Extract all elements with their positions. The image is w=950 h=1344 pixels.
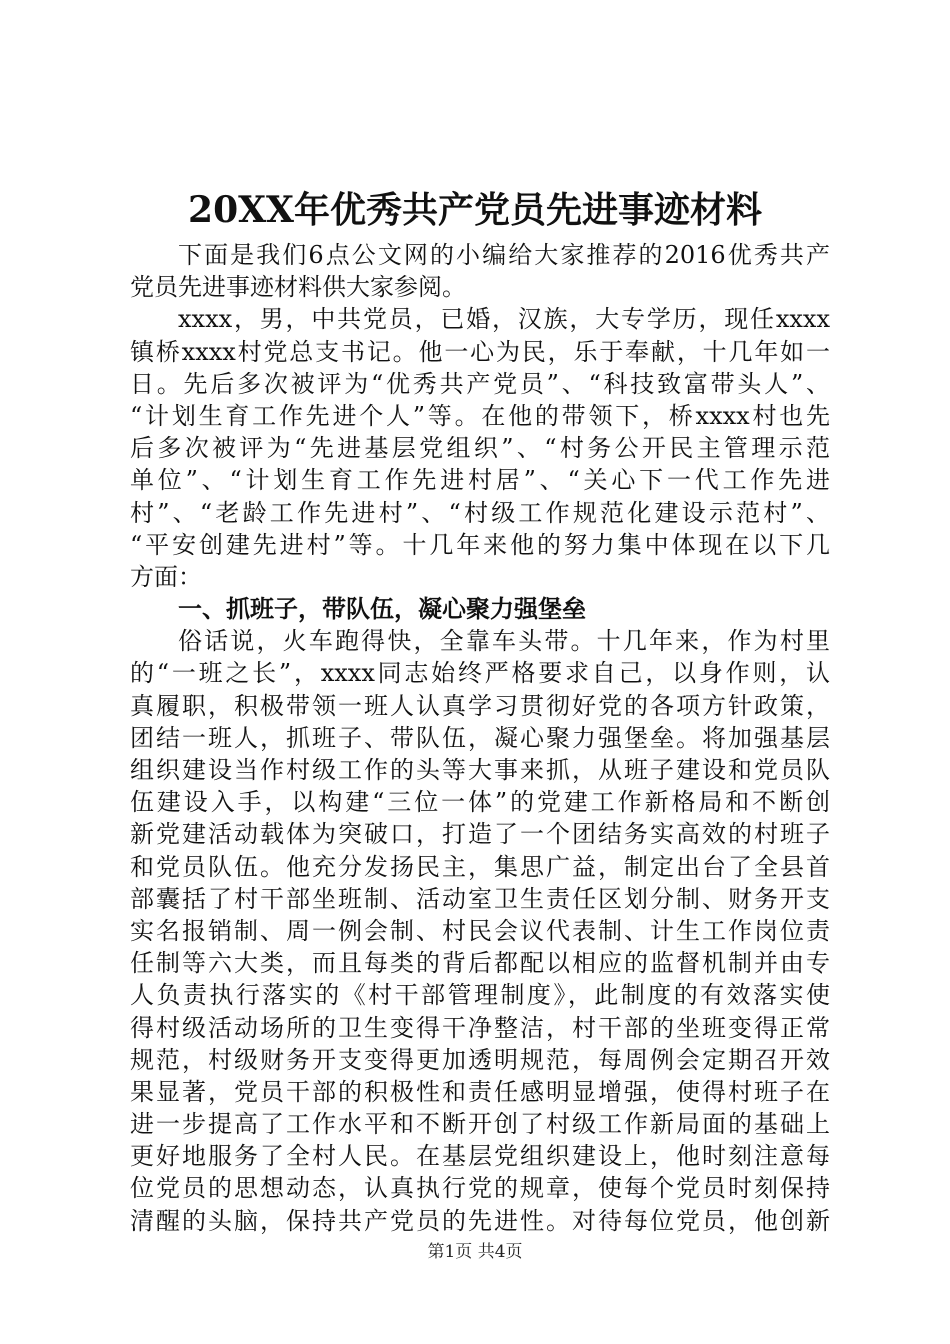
body-line: 得村级活动场所的卫生变得干净整洁，村干部的坐班变得正常	[130, 1013, 830, 1042]
body-line: 组织建设当作村级工作的头等大事来抓，从班子建设和党员队	[130, 756, 830, 784]
body-line: 任制等六大类，而且每类的背后都配以相应的监督机制并由专	[130, 949, 830, 978]
body-line: 方面：	[130, 562, 202, 591]
body-line: 位党员的思想动态，认真执行党的规章，使每个党员时刻保持	[130, 1174, 830, 1203]
body-line: 日。先后多次被评为“优秀共产党员”、“科技致富带头人”、	[130, 369, 830, 398]
body-line: 下面是我们6点公文网的小编给大家推荐的2016优秀共产	[178, 241, 830, 269]
body-line: 镇桥xxxx村党总支书记。他一心为民，乐于奉献，十几年如一	[130, 337, 830, 366]
body-line: 真履职，积极带领一班人认真学习贯彻好党的各项方针政策，	[130, 691, 830, 720]
body-line: “计划生育工作先进个人”等。在他的带领下，桥xxxx村也先	[130, 401, 830, 430]
document-title: 20XX年优秀共产党员先进事迹材料	[188, 189, 762, 231]
body-line: 团结一班人，抓班子、带队伍，凝心聚力强堡垒。将加强基层	[130, 723, 830, 752]
body-line: 人负责执行落实的《村干部管理制度》，此制度的有效落实使	[130, 981, 830, 1010]
body-line: 和党员队伍。他充分发扬民主，集思广益，制定出台了全县首	[130, 852, 830, 881]
body-line: “平安创建先进村”等。十几年来他的努力集中体现在以下几	[130, 530, 830, 559]
body-line: 部囊括了村干部坐班制、活动室卫生责任区划分制、财务开支	[130, 884, 830, 913]
body-line: 果显著，党员干部的积极性和责任感明显增强，使得村班子在	[130, 1077, 830, 1106]
body-line: 更好地服务了全村人民。在基层党组织建设上，他时刻注意每	[130, 1142, 830, 1171]
document-body	[130, 239, 830, 1237]
section-heading: 一、抓班子，带队伍，凝心聚力强堡垒	[178, 594, 586, 624]
body-line: 进一步提高了工作水平和不断开创了村级工作新局面的基础上	[130, 1110, 830, 1139]
body-line: 清醒的头脑，保持共产党员的先进性。对待每位党员，他创新	[130, 1206, 830, 1235]
body-line: xxxx，男，中共党员，已婚，汉族，大专学历，现任xxxx	[178, 305, 830, 334]
page-number-footer: 第1页 共4页	[427, 1242, 523, 1262]
body-line: 实名报销制、周一例会制、村民会议代表制、计生工作岗位责	[130, 916, 830, 945]
body-line: 规范，村级财务开支变得更加透明规范，每周例会定期召开效	[130, 1045, 830, 1074]
body-line: 的“一班之长”，xxxx同志始终严格要求自己，以身作则，认	[130, 659, 830, 688]
body-line: 伍建设入手，以构建“三位一体”的党建工作新格局和不断创	[130, 788, 830, 817]
body-line: 俗话说，火车跑得快，全靠车头带。十几年来，作为村里	[178, 627, 830, 656]
body-line: 党员先进事迹材料供大家参阅。	[130, 273, 466, 302]
body-line: 后多次被评为“先进基层党组织”、“村务公开民主管理示范	[130, 434, 830, 463]
body-line: 新党建活动载体为突破口，打造了一个团结务实高效的村班子	[130, 820, 830, 849]
body-line: 单位”、“计划生育工作先进村居”、“关心下一代工作先进	[130, 466, 830, 495]
body-line: 村”、“老龄工作先进村”、“村级工作规范化建设示范村”、	[130, 498, 830, 527]
